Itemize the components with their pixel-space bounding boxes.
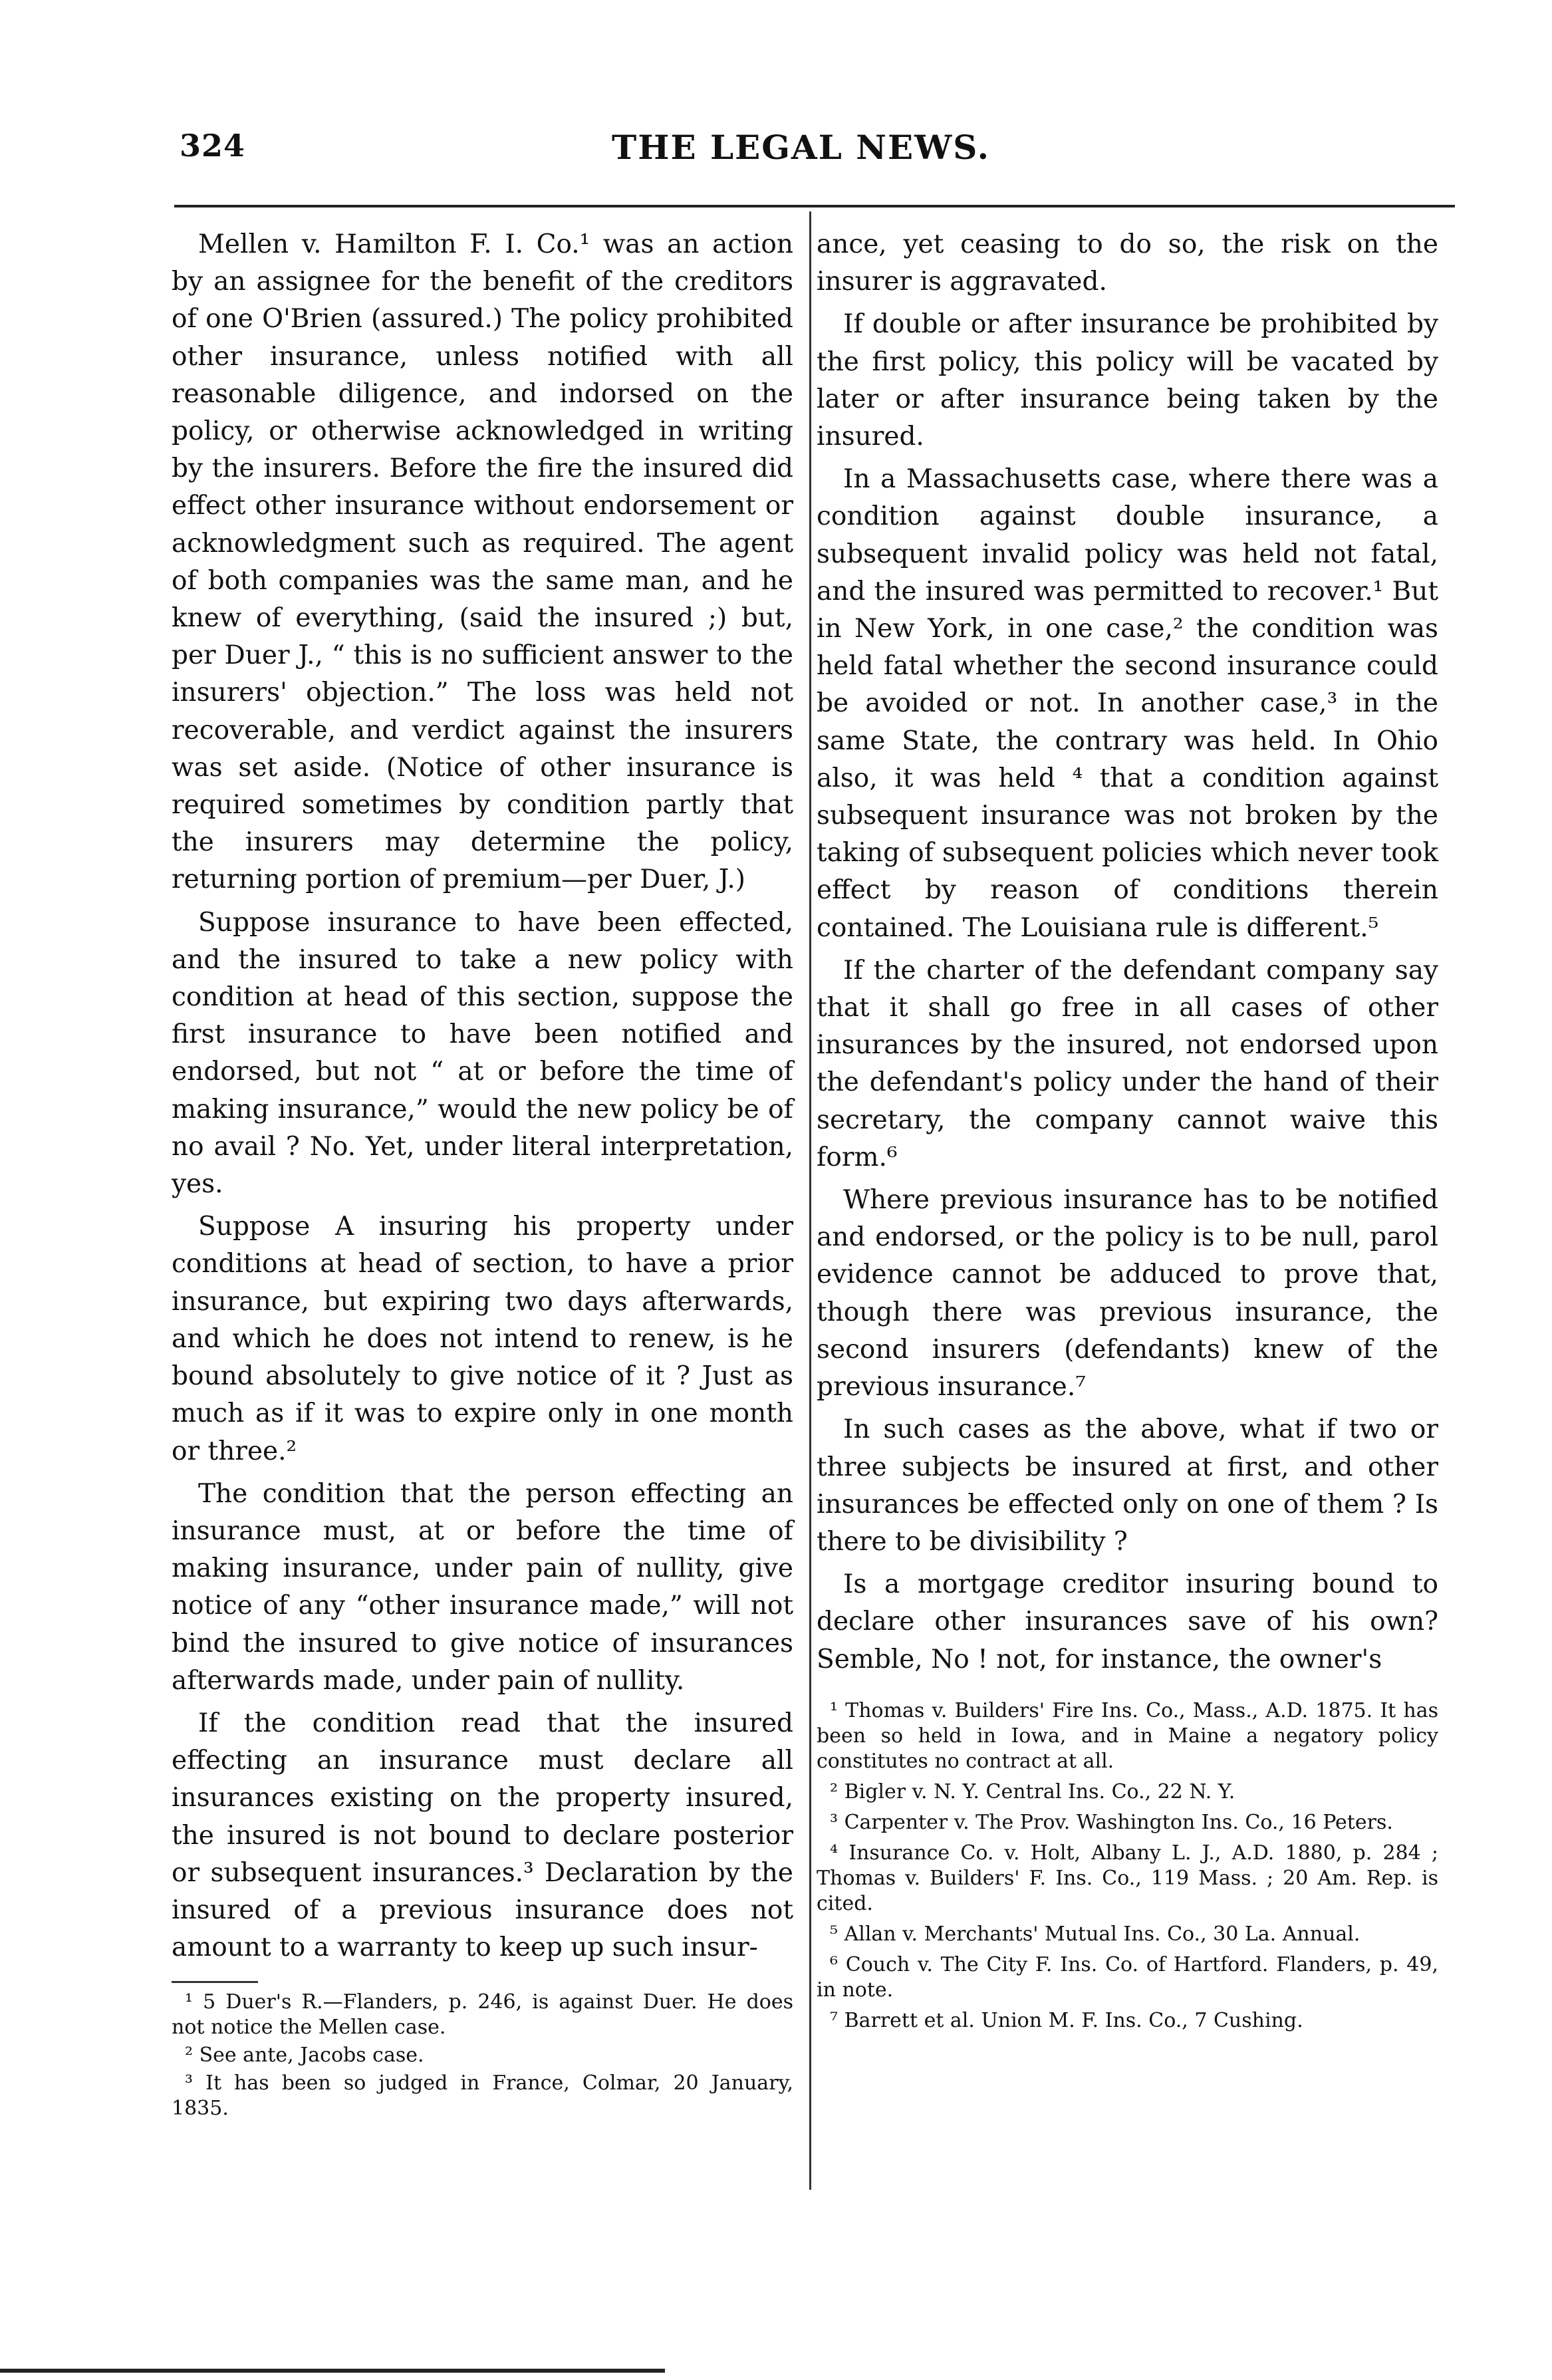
column-divider [809,211,811,2190]
paragraph: Suppose A insuring his property under conditions at head of section, to have a prior insurance, but expiring two days afterwards, and which he does not intend to renew, is he bound absolutely to give notice of it ? Just as much as if it was to expire only in one month or three.² [172,1212,793,1466]
right-column [817,226,1438,2039]
header-rule [174,205,1455,207]
footnote: ¹ 5 Duer's R.—Flanders, p. 246, is against Duer. He does not notice the Mellen case. [172,1990,793,2040]
footnote: ² See ante, Jacobs case. [185,2044,424,2067]
paragraph: If double or after insurance be prohibited by the first policy, this policy will be vacated by later or after insurance being taken by the insured. [817,309,1438,452]
footnote: ⁶ Couch v. The City F. Ins. Co. of Hartford. Flanders, p. 49, in note. [817,1952,1438,2002]
paragraph: Suppose insurance to have been effected, and the insured to take a new policy with condition at head of this section, suppose the first insurance to have been notified and endorsed, but not “ at or before the time of making insurance,” would the new policy be of no avail ? No. Yet, under literal interpretation, yes. [172,907,793,1200]
footnote: ³ It has been so judged in France, Colmar, 20 January, 1835. [172,2071,793,2121]
footnote: ¹ Thomas v. Builders' Fire Ins. Co., Mass., A.D. 1875. It has been so held in Iowa, and in Maine a negatory policy constitutes no contract at all. [817,1698,1438,1773]
footnote-rule [172,1981,258,1983]
footnote: ³ Carpenter v. The Prov. Washington Ins. Co., 16 Peters. [830,1810,1393,1834]
page-header [166,120,1470,193]
paragraph: In such cases as the above, what if two or three subjects be insured at first, and other insurances be effected only on one of them ? Is there to be divisibility ? [817,1414,1438,1557]
paragraph: If the charter of the defendant company say that it shall go free in all cases of other insurances by the insured, not endorsed upon the defendant's policy under the hand of their secretary, the company cannot waive this form.⁶ [817,955,1438,1172]
footnote: ⁵ Allan v. Merchants' Mutual Ins. Co., 30 La. Annual. [830,1922,1360,1946]
running-title: THE LEGAL NEWS. [612,128,990,167]
footnote: ² Bigler v. N. Y. Central Ins. Co., 22 N. Y. [830,1780,1235,1803]
paragraph: Is a mortgage creditor insuring bound to declare other insurances save of his own? Semble, No ! not, for instance, the owner's [817,1569,1438,1674]
left-column [172,226,793,2124]
footnotes-left [172,1990,793,2121]
footnotes-right [817,1698,1438,2034]
paragraph: Where previous insurance has to be notified and endorsed, or the policy is to be null, parol evidence cannot be adduced to prove that, though there was previous insurance, the second insurers (defendants) knew of the previous insurance.⁷ [817,1185,1438,1402]
footnote: ⁷ Barrett et al. Union M. F. Ins. Co., 7 Cushing. [830,2008,1303,2032]
paragraph: If the condition read that the insured effecting an insurance must declare all insurances existing on the property insured, the insured is not bound to declare posterior or subsequent insurances.³ Declaration by the insured of a previous insurance does not amount to a warranty to keep up such insur- [172,1708,793,1963]
paragraph: In a Massachusetts case, where there was a condition against double insurance, a subsequent invalid policy was held not fatal, and the insured was permitted to recover.¹ But in New York, in one case,² the condition was held fatal whether the second insurance could be avoided or not. In another case,³ in the same State, the contrary was held. In Ohio also, it was held ⁴ that a condition against subsequent insurance was not broken by the taking of subsequent policies which never took effect by reason of conditions therein contained. The Louisiana rule is different.⁵ [817,464,1438,943]
paragraph: Mellen v. Hamilton F. I. Co.¹ was an action by an assignee for the benefit of the creditors of one O'Brien (assured.) The policy prohibited other insurance, unless notified with all reasonable diligence, and indorsed on the policy, or otherwise acknowledged in writing by the insurers. Before the fire the insured did effect other insurance without endorsement or acknowledgment such as required. The agent of both companies was the same man, and he knew of everything, (said the insured ;) but, per Duer J., “ this is no sufficient answer to the insurers' objection.” The loss was held not recoverable, and verdict against the insurers was set aside. (Notice of other insurance is required sometimes by condition partly that the insurers may determine the policy, returning portion of premium—per Duer, J.) [172,229,793,895]
page-edge-mark [0,2369,665,2373]
paragraph: ance, yet ceasing to do so, the risk on the insurer is aggravated. [817,229,1438,297]
paragraph: The condition that the person effecting an insurance must, at or before the time of making insurance, under pain of nullity, give notice of any “other insurance made,” will not bind the insured to give notice of insurances afterwards made, under pain of nullity. [172,1478,793,1696]
page-number: 324 [180,128,246,164]
footnote: ⁴ Insurance Co. v. Holt, Albany L. J., A.D. 1880, p. 284 ; Thomas v. Builders' F. Ins. Co., 119 Mass. ; 20 Am. Rep. is cited. [817,1841,1438,1915]
